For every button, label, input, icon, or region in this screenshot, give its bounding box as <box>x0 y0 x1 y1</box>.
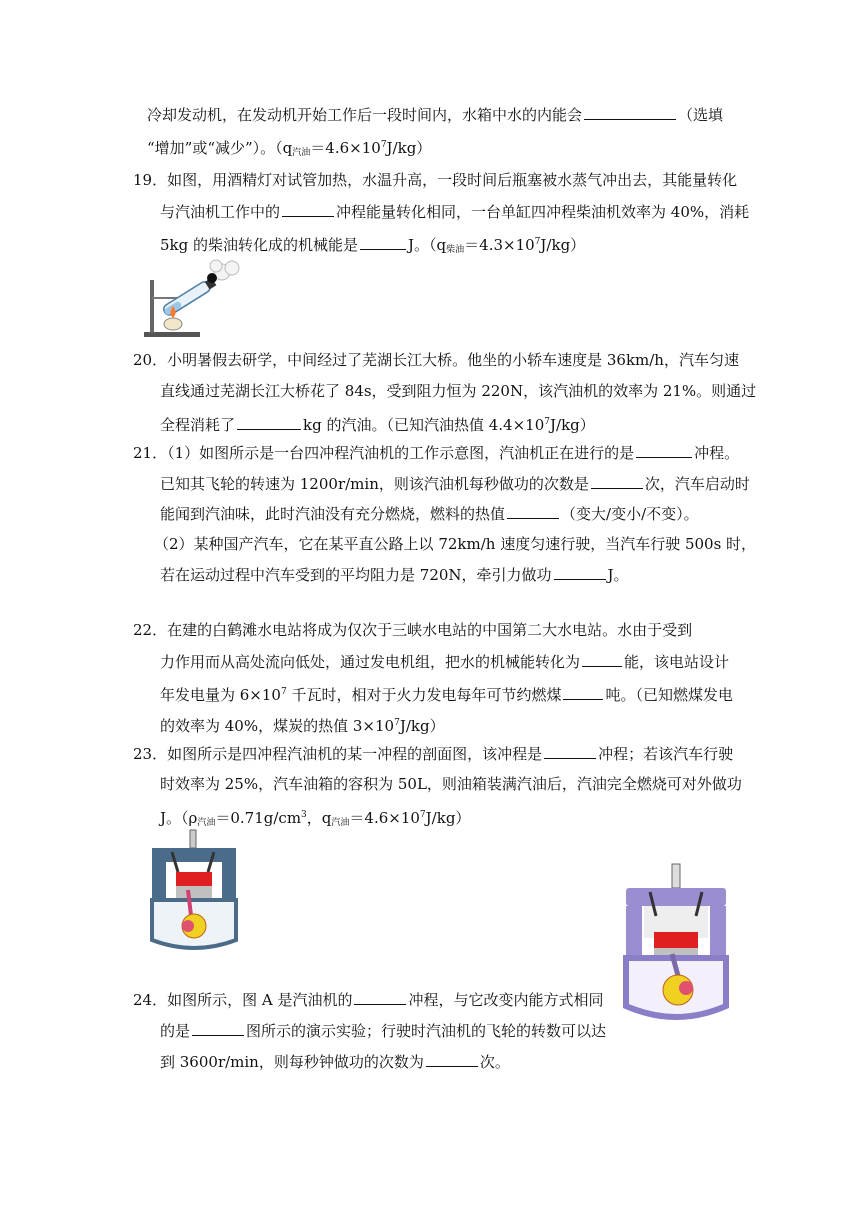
spark-plug-icon <box>672 864 680 888</box>
answer-blank[interactable] <box>507 503 559 519</box>
q21-line3: 能闻到汽油味，此时汽油没有充分燃烧，燃料的热值 （变大/变小/不变）。 <box>160 505 699 523</box>
answer-blank[interactable] <box>563 684 603 700</box>
q23-line3: J。（$\rho_{汽油}=0.71g/cm^3$，$q_{汽油}=4.6\times 10^7J/kg$） <box>160 809 471 828</box>
q21-line1: 21．（1）如图所示是一台四冲程汽油机的工作示意图，汽油机正在进行的是 冲程。 <box>133 444 740 462</box>
piston <box>654 932 698 948</box>
stand-rod <box>150 280 154 333</box>
answer-blank[interactable] <box>554 564 606 580</box>
q22-line2: 力作用而从高处流向低处，通过发电机组，把水的机械能转化为 能，该电站设计 <box>160 653 730 671</box>
answer-blank[interactable] <box>582 651 622 667</box>
q19-line2: 与汽油机工作中的 冲程能量转化相同，一台单缸四冲程柴油机效率为 40%，消耗 <box>160 203 750 221</box>
q19-line1: 19．如图，用酒精灯对试管加热，水温升高，一段时间后瓶塞被水蒸气冲出去，其能量转化 <box>133 171 738 189</box>
q22-line4: 的效率为 40%，煤炭的热值 $3\times 10^7J/kg$） <box>160 717 445 735</box>
flying-cork-icon <box>207 273 217 283</box>
q24-line2: 的是 图所示的演示实验；行驶时汽油机的飞轮的转数可以达 <box>160 1022 607 1040</box>
q23-line1: 23．如图所示是四冲程汽油机的某一冲程的剖面图，该冲程是 冲程；若该汽车行驶 <box>133 745 734 763</box>
q24-line1: 24．如图所示，图 A 是汽油机的 冲程，与它改变内能方式相同 <box>133 991 604 1009</box>
cylinder-head <box>152 848 236 862</box>
test-tube-figure <box>142 258 242 340</box>
spark-plug-icon <box>190 830 196 848</box>
answer-blank[interactable] <box>237 414 301 430</box>
q22-line3: 年发电量为 $6\times 10^7$ 千瓦时，相对于火力发电每年可节约燃煤 吨。（已知燃煤发电 <box>160 686 733 704</box>
q19-line3: 5kg 的柴油转化成的机械能是 J。$(q_{柴油}=4.3\times 10^7J/kg)$ <box>160 236 586 255</box>
engine-figure-a <box>622 862 730 1030</box>
q21-line2: 已知其飞轮的转速为 1200r/min，则该汽油机每秒做功的次数是 次，汽车启动时 <box>160 475 750 493</box>
alcohol-lamp <box>164 318 182 330</box>
answer-blank[interactable] <box>544 743 596 759</box>
answer-blank[interactable] <box>636 442 692 458</box>
q23-line2: 时效率为 25%，汽车油箱的容积为 50L，则油箱装满汽油后，汽油完全燃烧可对外做功 <box>160 775 742 793</box>
answer-blank[interactable] <box>426 1051 478 1067</box>
cylinder-head <box>626 888 726 906</box>
q20-line1: 20．小明暑假去研学，中间经过了芜湖长江大桥。他坐的小轿车速度是 36km/h，汽车匀速 <box>133 351 739 369</box>
q20-line3: 全程消耗了 kg 的汽油。（已知汽油热值 $4.4\times 10^7J/kg$） <box>160 416 595 434</box>
answer-blank[interactable] <box>192 1020 244 1036</box>
q20-line2: 直线通过芜湖长江大桥花了 84s，受到阻力恒为 220N，该汽油机的效率为 21%。则通过 <box>160 382 757 400</box>
test-tube <box>162 277 217 317</box>
answer-blank[interactable] <box>282 201 334 217</box>
answer-blank[interactable] <box>360 234 406 250</box>
q18-line2: “增加”或“减少”）。$(q_{汽油}=4.6\times 10^7J/kg)$ <box>147 139 432 158</box>
answer-blank[interactable] <box>584 104 676 120</box>
q22-line1: 22．在建的白鹤滩水电站将成为仅次于三峡水电站的中国第二大水电站。水由于受到 <box>133 621 693 639</box>
q24-line3: 到 3600r/min，则每秒钟做功的次数为 次。 <box>160 1053 510 1071</box>
q21-line4: （2）某种国产汽车，它在某平直公路上以 72km/h 速度匀速行驶，当汽车行驶 500s 时， <box>154 535 757 553</box>
q18-line1: 冷却发动机，在发动机开始工作后一段时间内，水箱中水的内能会 （选填 <box>147 106 724 124</box>
q21-line5: 若在运动过程中汽车受到的平均阻力是 720N，牵引力做功 J。 <box>160 566 629 584</box>
engine-cross-section-figure <box>148 828 240 952</box>
piston <box>176 872 212 886</box>
answer-blank[interactable] <box>591 473 643 489</box>
answer-blank[interactable] <box>354 989 406 1005</box>
